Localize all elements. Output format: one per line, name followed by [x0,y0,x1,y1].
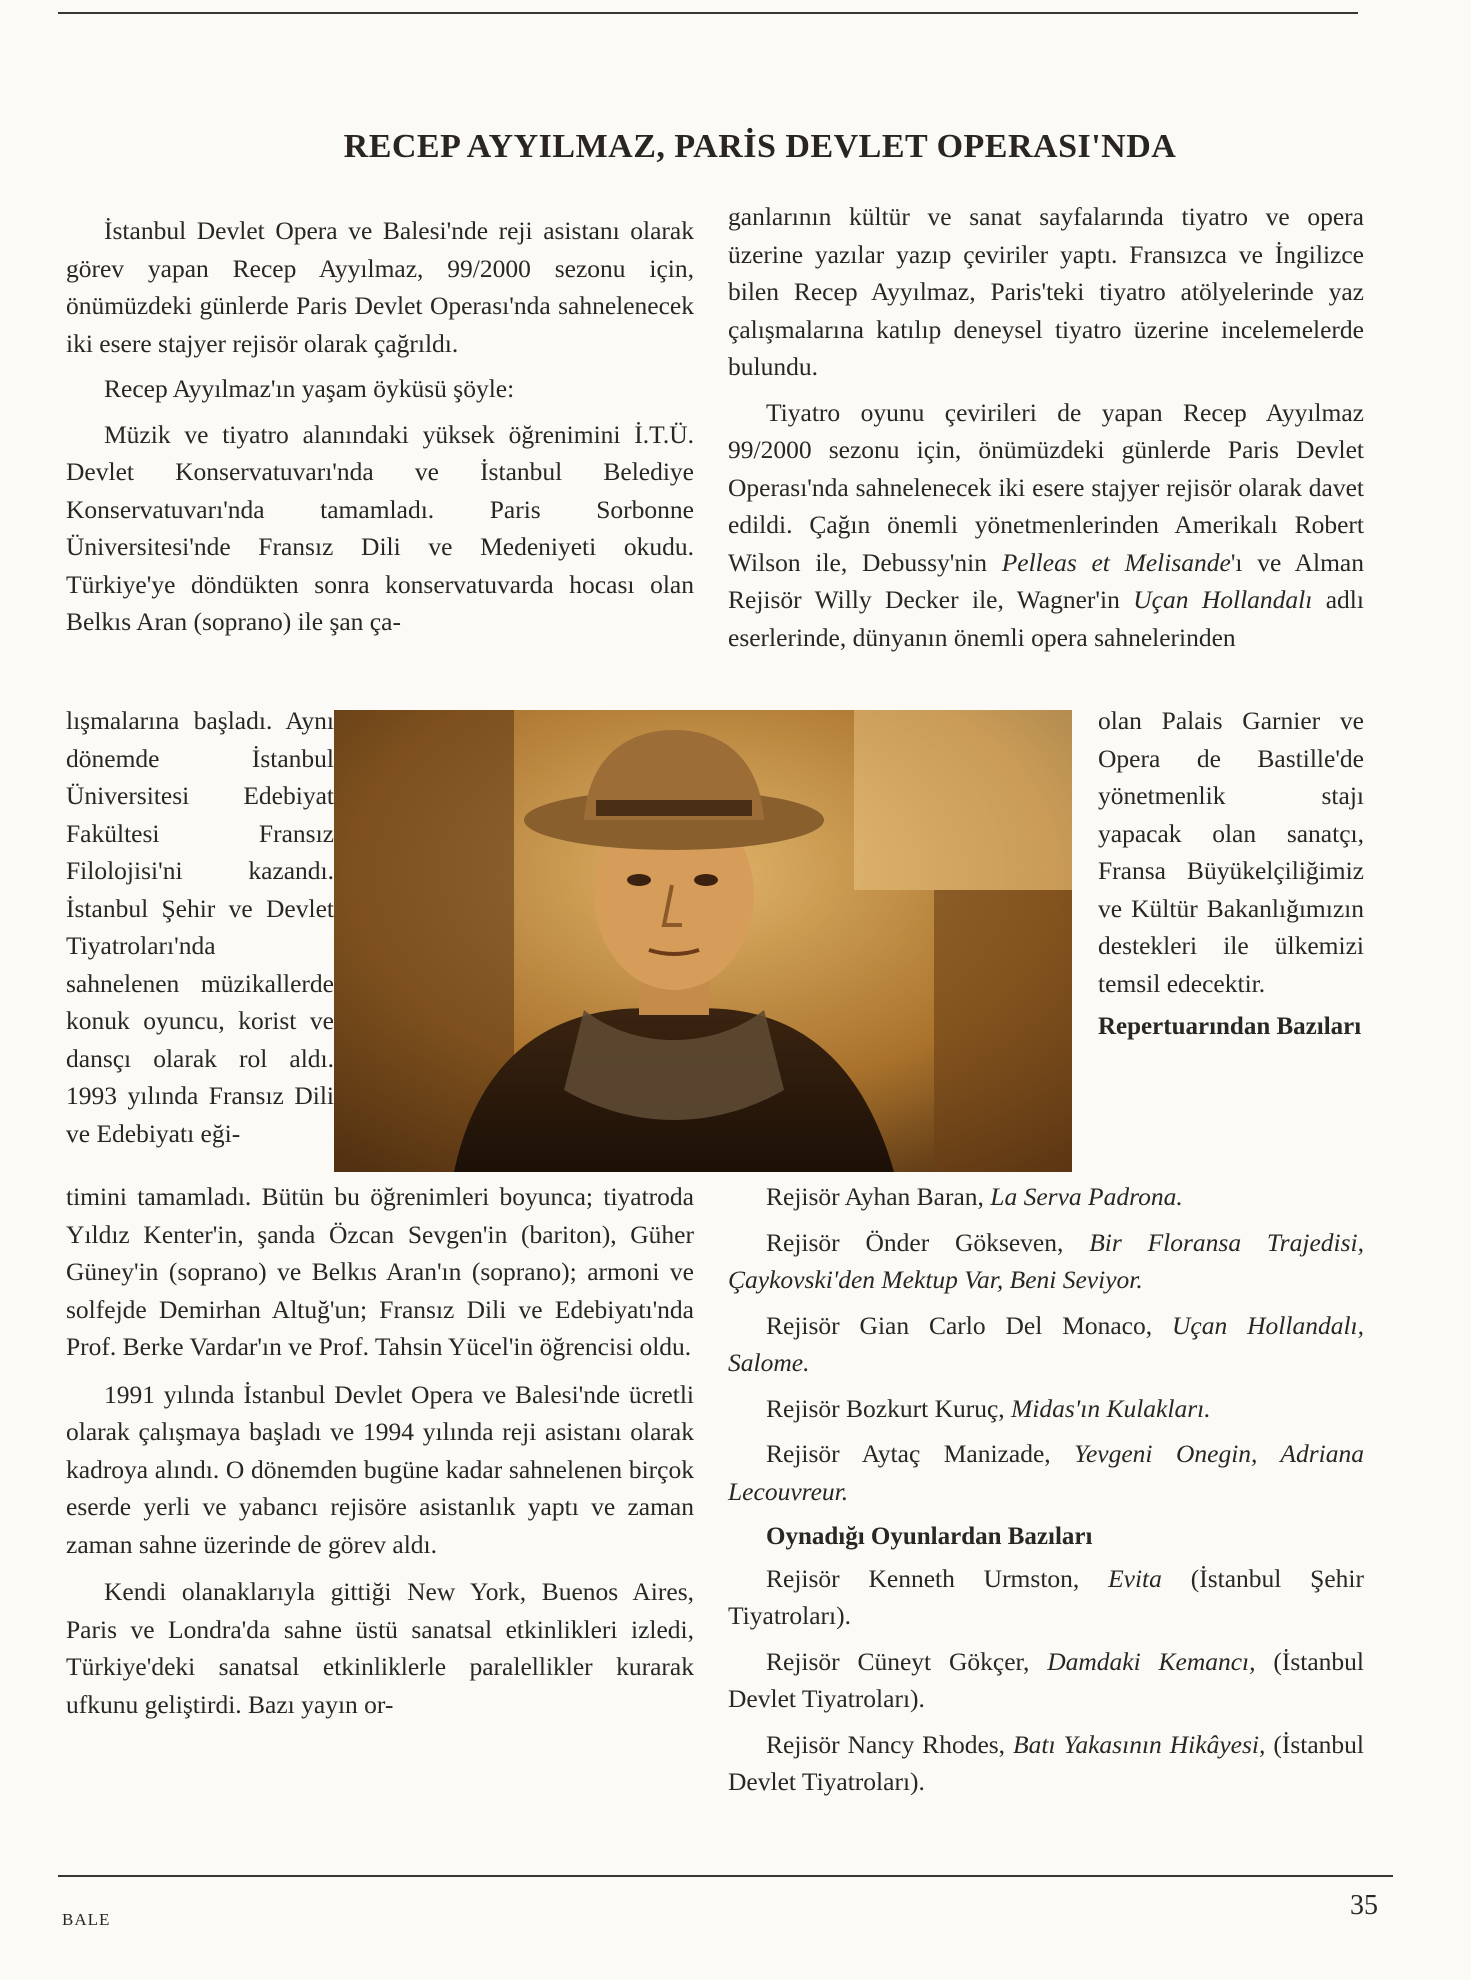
article-title: RECEP AYYILMAZ, PARİS DEVLET OPERASI'NDA [343,127,1177,165]
right-wrap-text [1098,702,1364,1046]
paragraph: İstanbul Devlet Opera ve Balesi'nde reji asistanı olarak görev yapan Recep Ayyılmaz, 99/2000 sezonu için, önümüzdeki günlerde Paris Devlet Operası'nda sahnelenecek iki esere stajyer rejisör olarak çağrıldı. [66,216,694,358]
repertoire-item: Rejisör Önder Gökseven, Bir Floransa Trajedisi, Çaykovski'den Mektup Var, Beni Seviyor. [728,1227,1364,1294]
paragraph: olan Palais Garnier ve Opera de Bastille'de yönetmenlik stajı yapacak olan sanatçı, Fransa Büyükelçiliğimiz ve Kültür Bakanlığımızın destekleri ile ülkemizi temsil edecektir. [1098,706,1364,998]
portrait-image [334,710,1072,1172]
work-title: Pelleas et Melisande [1001,547,1231,577]
right-column-lower [728,1178,1364,1809]
magazine-name: BALE [62,1910,111,1929]
repertoire-item: Rejisör Gian Carlo Del Monaco, Uçan Hollandalı, Salome. [728,1310,1364,1377]
repertoire-item: Rejisör Bozkurt Kuruç, Midas'ın Kulakları. [766,1393,1211,1423]
paragraph: Tiyatro oyunu çevirileri de yapan Recep Ayyılmaz 99/2000 sezonu için, önümüzdeki günlerde Paris Devlet Operası'nda sahnelenecek iki esere stajyer rejisör olarak davet edildi. Çağın önemli yönetmenlerinden Amerikalı Robert Wilson ile, Debussy'nin Pelleas et Melisande'ı ve Alman Rejisör Willy Decker ile, Wagner'in Uçan Hollandalı adlı eserlerinde, dünyanın önemli opera sahnelerinden [728,397,1364,652]
portrait-photo [334,710,1072,1172]
top-rule [58,12,1358,14]
repertoire-item: Rejisör Ayhan Baran, La Serva Padrona. [766,1182,1183,1211]
bottom-rule [58,1875,1393,1877]
left-column-lower [66,1178,694,1733]
section-heading: Oynadığı Oyunlardan Bazıları [766,1523,1093,1550]
left-column [66,212,694,649]
paragraph: Recep Ayyılmaz'ın yaşam öyküsü şöyle: [104,374,515,403]
paragraph: timini tamamladı. Bütün bu öğrenimleri boyunca; tiyatroda Yıldız Kenter'in, şanda Özcan Sevgen'in (bariton), Güher Güney'in (soprano) ve Belkıs Aran'ın (soprano); armoni ve solfejde Demirhan Altuğ'un; Fransız Dili ve Edebiyatı'nda Prof. Berke Vardar'ın ve Prof. Tahsin Yücel'in öğrencisi oldu. [66,1182,694,1361]
role-item: Rejisör Kenneth Urmston, Evita (İstanbul Şehir Tiyatroları). [728,1563,1364,1630]
role-item: Rejisör Nancy Rhodes, Batı Yakasının Hikâyesi, (İstanbul Devlet Tiyatroları). [728,1729,1364,1796]
work-title: Uçan Hollandalı [1133,585,1313,614]
paragraph: lışmalarına başladı. Aynı dönemde İstanbul Üniversitesi Edebiyat Fakültesi Fransız Filolojisi'ni kazandı. İstanbul Şehir ve Devlet Tiyatroları'nda sahnelenen müzikallerde konuk oyuncu, korist ve dansçı olarak rol aldı. 1993 yılında Fransız Dili ve Edebiyatı eği- [66,706,334,1148]
right-column [728,198,1364,664]
paragraph: 1991 yılında İstanbul Devlet Opera ve Balesi'nde ücretli olarak çalışmaya başladı ve 1994 yılında reji asistanı olarak kadroya alındı. O dönemden bugüne kadar sahnelenen birçok eserde yerli ve yabancı rejisöre asistanlık yaptı ve zaman zaman sahne üzerinde de görev aldı. [66,1379,694,1559]
page-number: 35 [1350,1890,1378,1921]
paragraph: ganlarının kültür ve sanat sayfalarında tiyatro ve opera üzerine yazılar yazıp çeviriler yaptı. Fransızca ve İngilizce bilen Recep Ayyılmaz, Paris'teki tiyatro atölyelerinde yaz çalışmalarına katılıp deneysel tiyatro üzerine incelemelerde bulundu. [728,202,1364,381]
repertoire-item: Rejisör Aytaç Manizade, Yevgeni Onegin, Adriana Lecouvreur. [728,1439,1364,1506]
role-item: Rejisör Cüneyt Gökçer, Damdaki Kemancı, (İstanbul Devlet Tiyatroları). [728,1646,1364,1713]
paragraph: Müzik ve tiyatro alanındaki yüksek öğrenimini İ.T.Ü. Devlet Konservatuvarı'nda ve İstanbul Belediye Konservatuvarı'nda tamamladı. Paris Sorbonne Üniversitesi'nde Fransız Dili ve Medeniyeti okudu. Türkiye'ye döndükten sonra konservatuvarda hocası olan Belkıs Aran (soprano) ile şan ça- [66,419,694,636]
section-heading: Repertuarından Bazıları [1098,1013,1362,1040]
left-wrap-text [66,702,334,1152]
paragraph: Kendi olanaklarıyla gittiği New York, Buenos Aires, Paris ve Londra'da sahne üstü sanatsal etkinlikleri izledi, Türkiye'deki sanatsal etkinliklerle paralellikler kurarak ufkunu geliştirdi. Bazı yayın or- [66,1577,694,1719]
